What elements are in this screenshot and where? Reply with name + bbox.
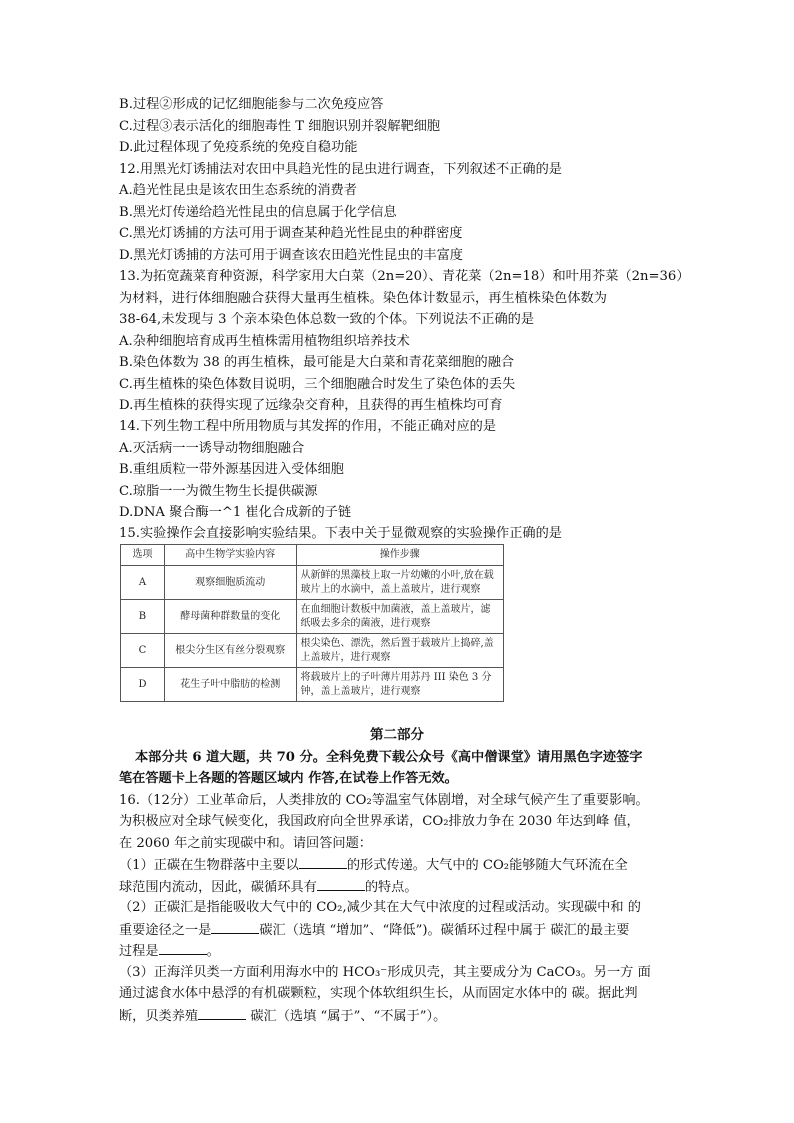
row-option: A (121, 566, 165, 600)
section-title: 第二部分 (370, 727, 424, 743)
answer-blank-3[interactable] (211, 921, 259, 934)
part-2-text-b: 重要途径之一是 (119, 923, 212, 938)
question-16-stem-2: 为积极应对全球气候变化，我国政府向全世界承诺，CO₂排放力争在 2030 年达到峰 值， (119, 814, 640, 829)
question-16-part-3-line-3 (119, 1007, 446, 1026)
row-steps: 在血细胞计数板中加菌液，盖上盖玻片，滤纸吸去多余的菌液，进行观察 (296, 600, 503, 634)
row-steps: 从新鲜的黑藻枝上取一片幼嫩的小叶,放在载玻片上的水滴中，盖上盖玻片，进行观察 (296, 566, 503, 600)
row-option: B (121, 600, 165, 634)
table-row (121, 600, 504, 634)
section-note-2: 笔在答题卡上各题的答题区域内 作答,在试卷上作答无效。 (119, 771, 458, 786)
table-row (121, 668, 504, 702)
row-content: 花生子叶中脂肪的检测 (164, 668, 296, 702)
question-16-part-2-line-1: （2）正碳汇是指能吸收大气中的 CO₂,减少其在大气中浓度的过程或活动。实现碳中和 的 (119, 900, 641, 915)
question-16-stem-1: 16.（12分）工业革命后，人类排放的 CO₂等温室气体剧增，对全球气候产生了重要影响。 (119, 793, 649, 808)
part-3-text-d: 碳汇（选填 “属于”、“不属于”）。 (246, 1009, 447, 1024)
answer-blank-4[interactable] (159, 942, 207, 955)
row-option: C (121, 634, 165, 668)
row-option: D (121, 668, 165, 702)
row-steps: 根尖染色、漂洗，然后置于载玻片上捣碎,盖上盖玻片，进行观察 (296, 634, 503, 668)
answer-blank-1[interactable] (299, 856, 347, 869)
question-16-part-1-line-1 (119, 856, 628, 875)
option-14b: B.重组质粒一带外源基因进入受体细胞 (119, 462, 344, 477)
answer-blank-2[interactable] (317, 878, 365, 891)
section-note-1: 本部分共 6 道大题，共 70 分。全科免费下载公众号《高中僧课堂》请用黑色字迹签字 (135, 750, 643, 765)
question-15-stem: 15.实验操作会直接影响实验结果。下表中关于显微观察的实验操作正确的是 (119, 526, 562, 541)
question-16-part-3-line-1: （3）正海洋贝类一方面利用海水中的 HCO₃⁻形成贝壳，其主要成分为 CaCO₃。另一方 面 (119, 965, 651, 980)
row-content: 根尖分生区有丝分裂观察 (164, 634, 296, 668)
question-16-part-2-line-2 (119, 921, 630, 940)
option-12a: A.趋光性昆虫是该农田生态系统的消费者 (119, 183, 357, 198)
question-13-stem-3: 38-64,未发现与 3 个亲本染色体总数一致的个体。下列说法不正确的是 (119, 312, 535, 327)
option-11b: B.过程②形成的记忆细胞能参与二次免疫应答 (119, 97, 384, 112)
part-2-text-c: 碳汇（选填 “增加”、“降低”)。碳循环过程中属于 碳汇的最主要 (259, 923, 630, 938)
row-content: 观察细胞质流动 (164, 566, 296, 600)
table-row (121, 566, 504, 600)
question-16-part-3-line-2: 通过滤食水体中悬浮的有机碳颗粒，实现个体软组织生长，从而固定水体中的 碳。据此判 (119, 986, 638, 1001)
question-13-stem-1: 13.为拓宽蔬菜育种资源，科学家用大白菜（2n=20）、青花菜（2n=18）和叶用芥菜（2n=36） (119, 269, 690, 284)
part-2-text-d: 过程是 (119, 944, 159, 959)
experiment-table (120, 544, 504, 702)
part-1-text-a: （1）正碳在生物群落中主要以 (119, 858, 299, 873)
part-3-text-c: 断，贝类养殖 (119, 1009, 199, 1024)
question-16-stem-3: 在 2060 年之前实现碳中和。请回答问题： (119, 836, 372, 851)
option-13c: C.再生植株的染色体数目说明，三个细胞融合时发生了染色体的丢失 (119, 377, 516, 392)
option-14c: C.琼脂一一为微生物生长提供碳源 (119, 484, 318, 499)
header-steps: 操作步骤 (296, 545, 503, 566)
option-13d: D.再生植株的获得实现了远缘杂交育种，且获得的再生植株均可育 (119, 398, 503, 413)
part-1-text-d: 的特点。 (364, 880, 418, 895)
question-16-part-2-line-3 (119, 942, 220, 961)
part-1-text-c: 球范围内流动，因此，碳循环具有 (119, 880, 317, 895)
row-steps: 将载玻片上的子叶薄片用苏丹 III 染色 3 分钟，盖上盖玻片，进行观察 (296, 668, 503, 702)
question-13-stem-2: 为材料，进行体细胞融合获得大量再生植株。染色体计数显示，再生植株染色体数为 (119, 291, 607, 306)
option-14a: A.灭活病一一诱导动物细胞融合 (119, 441, 305, 456)
option-13b: B.染色体数为 38 的再生植株，最可能是大白菜和青花菜细胞的融合 (119, 355, 515, 370)
option-14d: D.DNA 聚合酶一^1 崔化合成新的子链 (119, 505, 352, 520)
option-12d: D.黑光灯诱捕的方法可用于调查该农田趋光性昆虫的丰富度 (119, 248, 463, 263)
question-12-stem: 12.用黑光灯诱捕法对农田中具趋光性的昆虫进行调查，下列叙述不正确的是 (119, 162, 562, 177)
header-option: 选项 (121, 545, 165, 566)
answer-blank-5[interactable] (198, 1007, 246, 1020)
question-14-stem: 14.下列生物工程中所用物质与其发挥的作用，不能正确对应的是 (119, 419, 497, 434)
part-2-text-e: 。 (206, 944, 220, 959)
option-12c: C.黑光灯诱捕的方法可用于调查某种趋光性昆虫的种群密度 (119, 226, 463, 241)
option-11d: D.此过程体现了免疫系统的免疫自稳功能 (119, 140, 358, 155)
option-12b: B.黑光灯传递给趋光性昆虫的信息属于化学信息 (119, 205, 397, 220)
table-row (121, 634, 504, 668)
header-content: 高中生物学实验内容 (164, 545, 296, 566)
part-1-text-b: 的形式传递。大气中的 CO₂能够随大气环流在全 (346, 858, 628, 873)
row-content: 酵母菌种群数量的变化 (164, 600, 296, 634)
table-header-row (121, 545, 504, 566)
option-13a: A.杂种细胞培育成再生植株需用植物组织培养技术 (119, 334, 410, 349)
question-16-part-1-line-2 (119, 878, 418, 897)
option-11c: C.过程③表示活化的细胞毒性 T 细胞识别并裂解靶细胞 (119, 119, 441, 134)
